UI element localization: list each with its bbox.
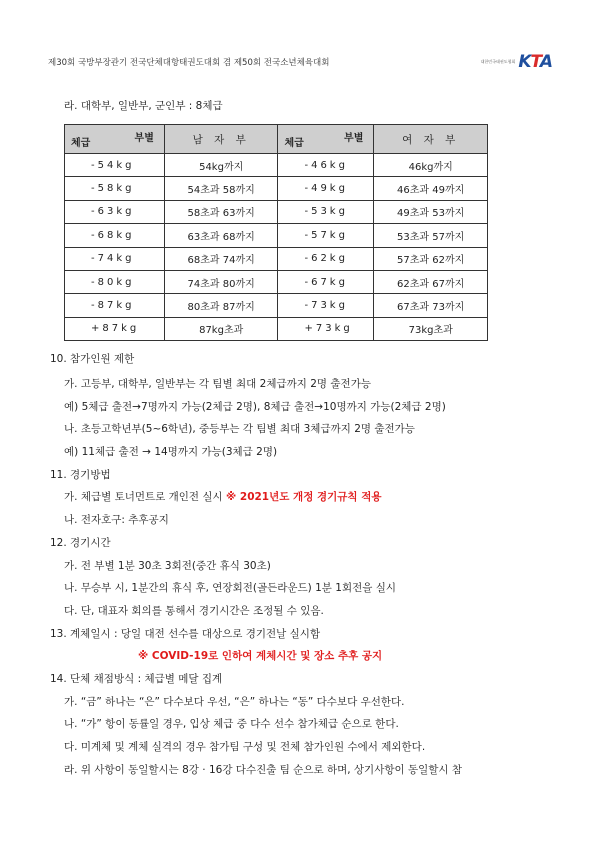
female-range-cell: 73kg초과 (374, 317, 488, 340)
diag-header-cell: 체급 부별 (278, 125, 374, 154)
section-14-line-2: 나. “가” 항이 동률일 경우, 입상 체급 중 다수 선수 참가체급 순으로 한다. (64, 718, 399, 730)
section-12-heading: 12. 경기시간 (50, 537, 111, 549)
section-14-line-4: 라. 위 사항이 동일할시는 8강 · 16강 다수진출 팀 순으로 하며, 상기사항이 동일할시 참 (64, 764, 463, 776)
kta-logo (481, 52, 552, 72)
male-weight-cell: -63kg (65, 200, 165, 223)
female-weight-cell: -73kg (278, 294, 374, 317)
logo-caption: 대한민국태권도협회 (480, 59, 516, 64)
section-10-heading: 10. 참가인원 제한 (50, 353, 135, 365)
logo-mark: KTA (518, 52, 552, 72)
section-11-heading: 11. 경기방법 (50, 469, 111, 481)
female-range-cell: 49초과 53까지 (374, 200, 488, 223)
table-row (65, 224, 488, 247)
male-range-cell: 87kg초과 (164, 317, 278, 340)
male-weight-cell: -87kg (65, 294, 165, 317)
male-weight-cell: -54kg (65, 154, 165, 177)
section-ra-heading: 라. 대학부, 일반부, 군인부 : 8체급 (64, 100, 223, 112)
male-weight-cell: -58kg (65, 177, 165, 200)
table-header-row (65, 125, 488, 154)
female-range-cell: 46kg까지 (374, 154, 488, 177)
female-weight-cell: -57kg (278, 224, 374, 247)
male-range-cell: 74초과 80까지 (164, 270, 278, 293)
female-range-cell: 57초과 62까지 (374, 247, 488, 270)
section-11-line-2: 나. 전자호구: 추후공지 (64, 514, 169, 526)
table-row (65, 154, 488, 177)
section-12-line-1: 가. 전 부별 1분 30초 3회전(중간 휴식 30초) (64, 560, 271, 572)
page-header (48, 52, 552, 74)
section-14-heading: 14. 단체 채점방식 : 체급별 메달 집계 (50, 673, 223, 685)
female-division-header: 여 자 부 (374, 125, 488, 154)
section-14-line-1: 가. “금” 하나는 “은” 다수보다 우선, “은” 하나는 “동” 다수보다 우선한다. (64, 696, 405, 708)
female-weight-cell: -53kg (278, 200, 374, 223)
male-weight-cell: +87kg (65, 317, 165, 340)
female-weight-cell: -49kg (278, 177, 374, 200)
covid-notice: ※ COVID-19로 인하여 계체시간 및 장소 추후 공지 (138, 650, 383, 662)
male-range-cell: 63초과 68까지 (164, 224, 278, 247)
female-range-cell: 46초과 49까지 (374, 177, 488, 200)
rules-note: ※ 2021년도 개정 경기규칙 적용 (226, 491, 382, 503)
weight-class-table (64, 124, 488, 341)
table-row (65, 200, 488, 223)
female-weight-cell: +73kg (278, 317, 374, 340)
table-row (65, 294, 488, 317)
male-range-cell: 54kg까지 (164, 154, 278, 177)
section-10-line-1: 가. 고등부, 대학부, 일반부는 각 팀별 최대 2체급까지 2명 출전가능 (64, 378, 371, 390)
diag-header-cell: 체급 부별 (65, 125, 165, 154)
table-row (65, 177, 488, 200)
female-weight-cell: -62kg (278, 247, 374, 270)
table-row (65, 317, 488, 340)
male-weight-cell: -68kg (65, 224, 165, 247)
female-weight-cell: -46kg (278, 154, 374, 177)
section-10-line-2: 예) 5체급 출전→7명까지 가능(2체급 2명), 8체급 출전→10명까지 가능(2체급 2명) (64, 401, 446, 413)
female-range-cell: 53초과 57까지 (374, 224, 488, 247)
section-11-line-1: 가. 체급별 토너먼트로 개인전 실시 ※ 2021년도 개정 경기규칙 적용 (64, 491, 382, 503)
section-13-heading: 13. 계체일시 : 당일 대전 선수를 대상으로 경기전날 실시함 (50, 628, 321, 640)
header-title: 제30회 국방부장관기 전국단체대항태권도대회 겸 제50회 전국소년체육대회 (48, 58, 330, 68)
male-range-cell: 68초과 74까지 (164, 247, 278, 270)
section-12-line-2: 나. 무승부 시, 1분간의 휴식 후, 연장회전(골든라운드) 1분 1회전을 실시 (64, 582, 397, 594)
table-row (65, 270, 488, 293)
female-range-cell: 67초과 73까지 (374, 294, 488, 317)
male-range-cell: 58초과 63까지 (164, 200, 278, 223)
table-row (65, 247, 488, 270)
female-range-cell: 62초과 67까지 (374, 270, 488, 293)
male-division-header: 남 자 부 (164, 125, 278, 154)
male-range-cell: 54초과 58까지 (164, 177, 278, 200)
male-weight-cell: -80kg (65, 270, 165, 293)
section-10-line-4: 예) 11체급 출전 → 14명까지 가능(3체급 2명) (64, 446, 278, 458)
female-weight-cell: -67kg (278, 270, 374, 293)
section-10-line-3: 나. 초등고학년부(5~6학년), 중등부는 각 팀별 최대 3체급까지 2명 출전가능 (64, 423, 415, 435)
male-range-cell: 80초과 87까지 (164, 294, 278, 317)
section-14-line-3: 다. 미계체 및 계체 실격의 경우 참가팀 구성 및 전체 참가인원 수에서 제외한다. (64, 741, 426, 753)
male-weight-cell: -74kg (65, 247, 165, 270)
section-12-line-3: 다. 단, 대표자 회의를 통해서 경기시간은 조정될 수 있음. (64, 605, 324, 617)
